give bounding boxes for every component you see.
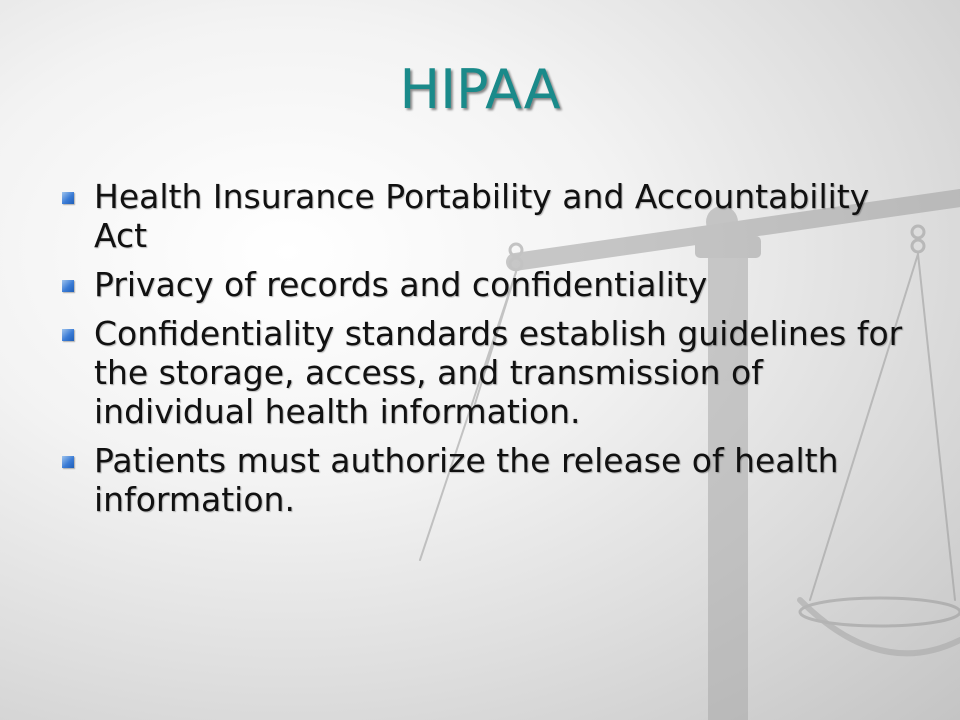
square-bullet-icon (62, 456, 74, 468)
slide-title: HIPAA (399, 58, 561, 121)
bullet-item-authorization (62, 441, 922, 519)
bullet-text: Health Insurance Portability and Accountability Act (94, 177, 870, 255)
square-bullet-icon (62, 280, 74, 292)
square-bullet-icon (62, 329, 74, 341)
bullet-item-privacy (62, 265, 922, 304)
square-bullet-icon (62, 192, 74, 204)
bullet-text: Privacy of records and confidentiality (94, 265, 708, 304)
bullet-list (62, 177, 922, 529)
bullet-item-standards (62, 314, 922, 431)
bullet-text: Confidentiality standards establish guidelines for the storage, access, and transmission of individual health information. (94, 314, 903, 431)
bullet-text: Patients must authorize the release of health information. (94, 441, 839, 519)
bullet-item-hipaa-definition (62, 177, 922, 255)
